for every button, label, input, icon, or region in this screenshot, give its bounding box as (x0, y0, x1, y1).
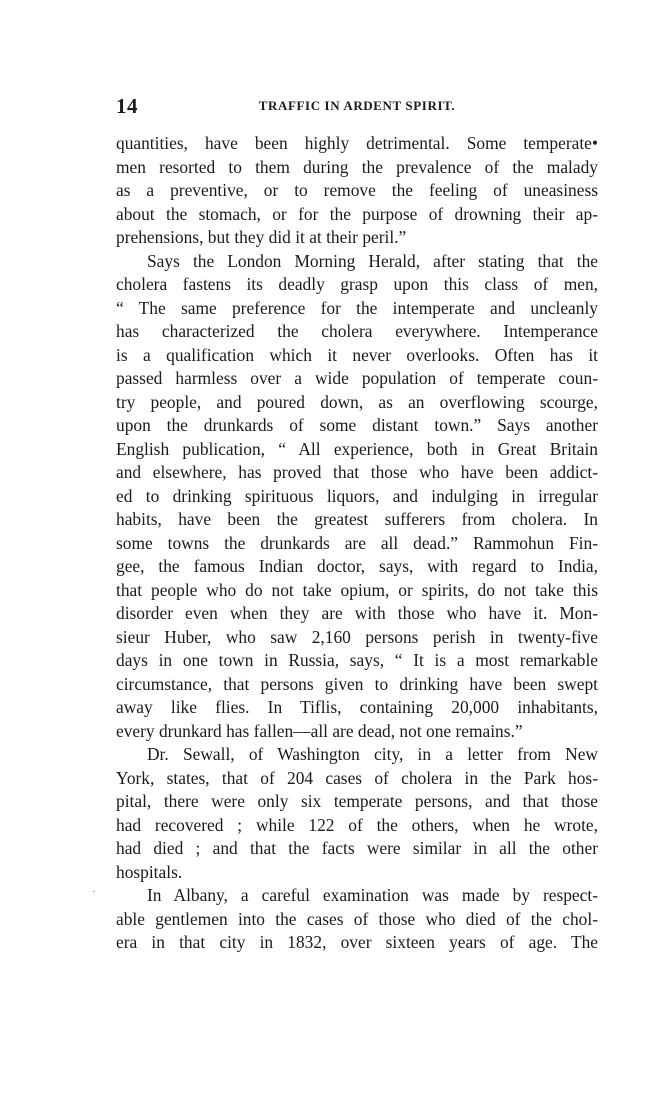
text-line: every drunkard has fallen—all are dead, not one remains.” (116, 720, 523, 741)
text-line: days in one town in Russia, says, “ It is a most remarkable (116, 650, 598, 670)
text-line: men resorted to them during the prevalence of the malady (116, 156, 598, 177)
text-line: as a preventive, or to remove the feeling of uneasiness (116, 180, 598, 200)
margin-speck: · (92, 884, 96, 898)
page-number: 14 (116, 94, 138, 118)
page-header (116, 94, 598, 124)
text-line: passed harmless over a wide population of temperate coun- (116, 368, 598, 388)
text-line: hospitals. (116, 861, 183, 882)
text-line: sieur Huber, who saw 2,160 persons perish in twenty-five (116, 626, 598, 647)
body-text (116, 132, 598, 955)
text-line: era in that city in 1832, over sixteen years of age. The (116, 932, 598, 952)
paragraph-start-line: In Albany, a careful examination was made by respect- (147, 885, 598, 905)
text-line: English publication, “ All experience, both in Great Britain (116, 438, 598, 459)
text-line: upon the drunkards of some distant town.” Says another (116, 415, 598, 435)
paragraph-start-line: Says the London Morning Herald, after stating that the (147, 250, 598, 271)
text-line: ed to drinking spirituous liquors, and indulging in irregular (116, 485, 598, 506)
text-line: that people who do not take opium, or spirits, do not take this (116, 579, 598, 600)
text-line: disorder even when they are with those who have it. Mon- (116, 603, 598, 623)
paragraph-start-line: Dr. Sewall, of Washington city, in a letter from New (147, 744, 598, 764)
text-line: “ The same preference for the intemperate and uncleanly (116, 297, 598, 318)
text-line: pital, there were only six temperate persons, and that those (116, 791, 598, 811)
text-line: cholera fastens its deadly grasp upon this class of men, (116, 274, 598, 294)
text-line: had recovered ; while 122 of the others, when he wrote, (116, 814, 598, 835)
text-line: about the stomach, or for the purpose of drowning their ap- (116, 203, 598, 224)
running-title: TRAFFIC IN ARDENT SPIRIT. (258, 98, 456, 113)
text-line: away like flies. In Tiflis, containing 20,000 inhabitants, (116, 697, 598, 717)
text-line: habits, have been the greatest sufferers from cholera. In (116, 509, 598, 529)
text-line: is a qualification which it never overlooks. Often has it (116, 344, 598, 365)
text-line: circumstance, that persons given to drinking have been swept (116, 673, 598, 694)
text-line: had died ; and that the facts were similar in all the other (116, 838, 598, 858)
text-line: and elsewhere, has proved that those who have been addict- (116, 462, 598, 482)
text-line: some towns the drunkards are all dead.” Rammohun Fin- (116, 532, 598, 553)
text-line: prehensions, but they did it at their peril.” (116, 227, 407, 247)
text-line: gee, the famous Indian doctor, says, with regard to India, (116, 556, 598, 576)
text-line: has characterized the cholera everywhere. Intemperance (116, 321, 598, 341)
text-line: try people, and poured down, as an overflowing scourge, (116, 391, 598, 412)
text-line: York, states, that of 204 cases of cholera in the Park hos- (116, 767, 598, 788)
text-line: quantities, have been highly detrimental. Some temperate• (116, 133, 598, 153)
text-line: able gentlemen into the cases of those who died of the chol- (116, 908, 598, 929)
